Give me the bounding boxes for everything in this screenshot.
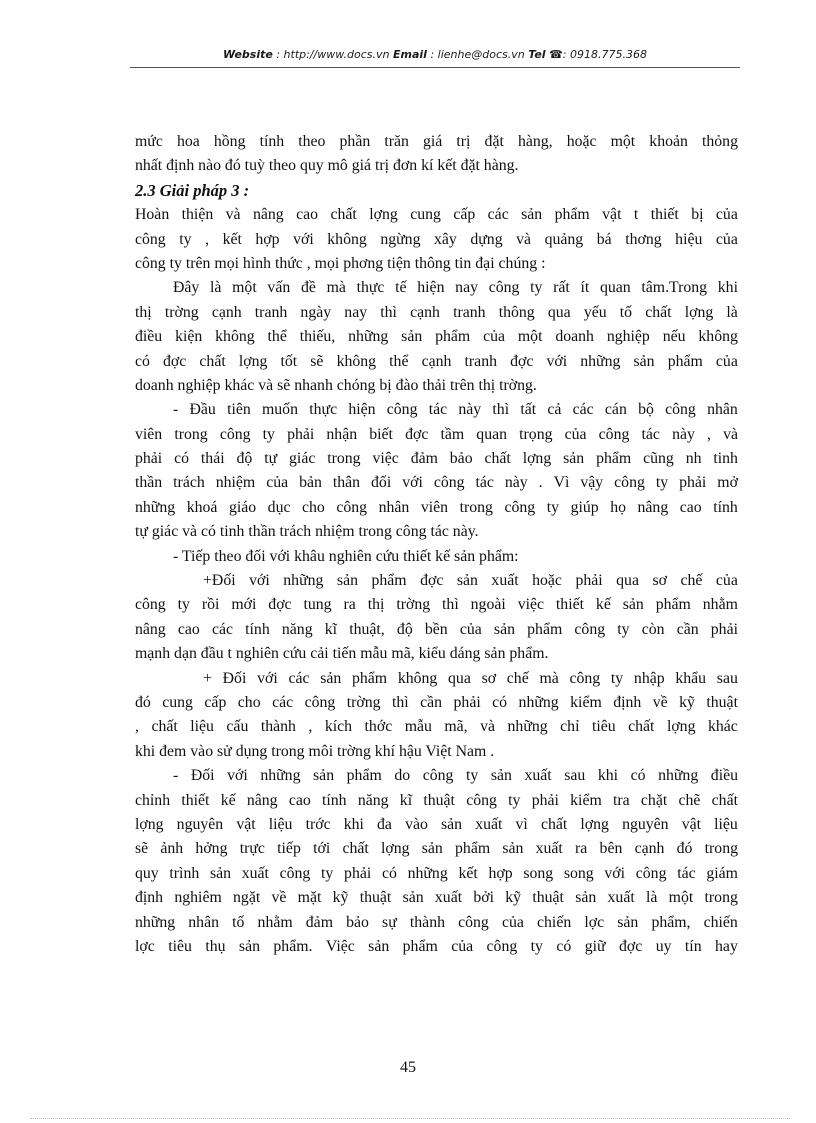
header-divider bbox=[130, 67, 740, 68]
text-line: Đây là một vấn đề mà thực tế hiện nay công ty rất ít quan tâm.Trong khi bbox=[173, 279, 738, 297]
text-line: mạnh dạn đầu t nghiên cứu cải tiến mẫu mã, kiểu dáng sản phẩm. bbox=[135, 645, 549, 663]
text-line: những nhân tố nhằm đảm bảo sự thành công của chiến lợc sản phẩm, chiến bbox=[135, 913, 738, 931]
text-line: phải có thái độ tự giác trong việc đảm bảo chất lợng sản phẩm cũng nh tinh bbox=[135, 450, 738, 468]
text-line: - Đầu tiên muốn thực hiện công tác này thì tất cả các cán bộ công nhân bbox=[173, 401, 738, 419]
text-line: doanh nghiệp khác và sẽ nhanh chóng bị đào thải trên thị trờng. bbox=[135, 376, 537, 394]
text-line: chỉnh thiết kế nâng cao tính năng kĩ thuật công ty phải kiểm tra chặt chẽ chất bbox=[135, 791, 738, 809]
text-line: công ty , kết hợp với không ngừng xây dựng và quảng bá thơng hiệu của bbox=[135, 230, 738, 248]
text-line: +Đối với những sản phẩm đợc sản xuất hoặc phải qua sơ chế của bbox=[203, 572, 738, 590]
page-number: 45 bbox=[400, 1059, 416, 1076]
text-line: khi đem vào sử dụng trong môi trờng khí hậu Việt Nam . bbox=[135, 742, 495, 760]
text-line: nhất định nào đó tuỳ theo quy mô giá trị đơn kí kết đặt hàng. bbox=[135, 157, 519, 175]
text-line: những khoá giáo dục cho công nhân viên trong công ty giúp họ nâng cao tính bbox=[135, 498, 738, 516]
telephone-icon: ☎ bbox=[549, 48, 563, 61]
text-line: - Tiếp theo đối với khâu nghiên cứu thiết kế sản phẩm: bbox=[173, 547, 519, 565]
page-bottom-border bbox=[30, 1118, 790, 1119]
text-line: thần trách nhiệm của bản thân đối với công tác này . Vì vậy công ty phải mở bbox=[135, 474, 738, 492]
text-line: , chất liệu cấu thành , kích thớc mẫu mã, và những chỉ tiêu chất lợng khác bbox=[135, 718, 738, 736]
text-line: công ty trên mọi hình thức , mọi phơng tiện thông tin đại chúng : bbox=[135, 254, 546, 272]
website-url: : http://www.docs.vn bbox=[276, 48, 390, 61]
text-line: công ty rồi mới đợc tung ra thị trờng thì ngoài việc thiết kế sản phẩm nhằm bbox=[135, 596, 738, 614]
tel-label: Tel bbox=[528, 48, 546, 61]
email-label: Email bbox=[393, 48, 427, 61]
email-address: : lienhe@docs.vn bbox=[430, 48, 525, 61]
text-line: + Đối với các sản phẩm không qua sơ chế mà công ty nhập khẩu sau bbox=[203, 669, 738, 687]
text-line: viên trong công ty phải nhận biết đợc tầm quan trọng của công tác này , và bbox=[135, 425, 738, 443]
text-line: lợng nguyên vật liệu trớc khi đa vào sản xuất vì chất lợng nguyên vật liệu bbox=[135, 815, 738, 833]
text-line: đó cung cấp cho các công trờng thì cần phải có những kiểm định về kỹ thuật bbox=[135, 693, 738, 711]
section-heading: 2.3 Giải pháp 3 : bbox=[135, 180, 250, 200]
website-label: Website bbox=[223, 48, 273, 61]
text-line: thị trờng cạnh tranh ngày nay thì cạnh tranh thông qua yếu tố chất lợng là bbox=[135, 303, 738, 321]
text-line: có đợc chất lợng tốt sẽ không thể cạnh tranh đợc với những sản phẩm của bbox=[135, 352, 738, 370]
body-text bbox=[135, 130, 738, 959]
text-line: - Đối với những sản phẩm do công ty sản xuất sau khi có những điều bbox=[173, 767, 738, 785]
text-line: nâng cao các tính năng kĩ thuật, độ bền của sản phẩm công ty còn cần phải bbox=[135, 620, 738, 638]
text-line: định nghiêm ngặt về mặt kỹ thuật sản xuất bởi kỹ thuật sản xuất là một trong bbox=[135, 889, 738, 907]
text-line: điều kiện không thể thiếu, những sản phẩm của một doanh nghiệp nếu không bbox=[135, 328, 738, 346]
text-line: Hoàn thiện và nâng cao chất lợng cung cấp các sản phẩm vật t thiết bị của bbox=[135, 206, 738, 224]
page-header bbox=[130, 48, 740, 61]
tel-number: : 0918.775.368 bbox=[562, 48, 647, 61]
text-line: lợc tiêu thụ sản phẩm. Việc sản phẩm của công ty có giữ đợc uy tín hay bbox=[135, 937, 738, 955]
text-line: quy trình sản xuất công ty phải có những kết hợp song song với công tác giám bbox=[135, 864, 738, 882]
text-line: tự giác và có tinh thần trách nhiệm trong công tác này. bbox=[135, 523, 479, 541]
text-line: mức hoa hồng tính theo phần trăn giá trị đặt hàng, hoặc một khoản thỏng bbox=[135, 133, 738, 150]
text-line: sẽ ảnh hởng trực tiếp tới chất lợng sản phẩm sản xuất ra bên cạnh đó trong bbox=[135, 840, 738, 858]
